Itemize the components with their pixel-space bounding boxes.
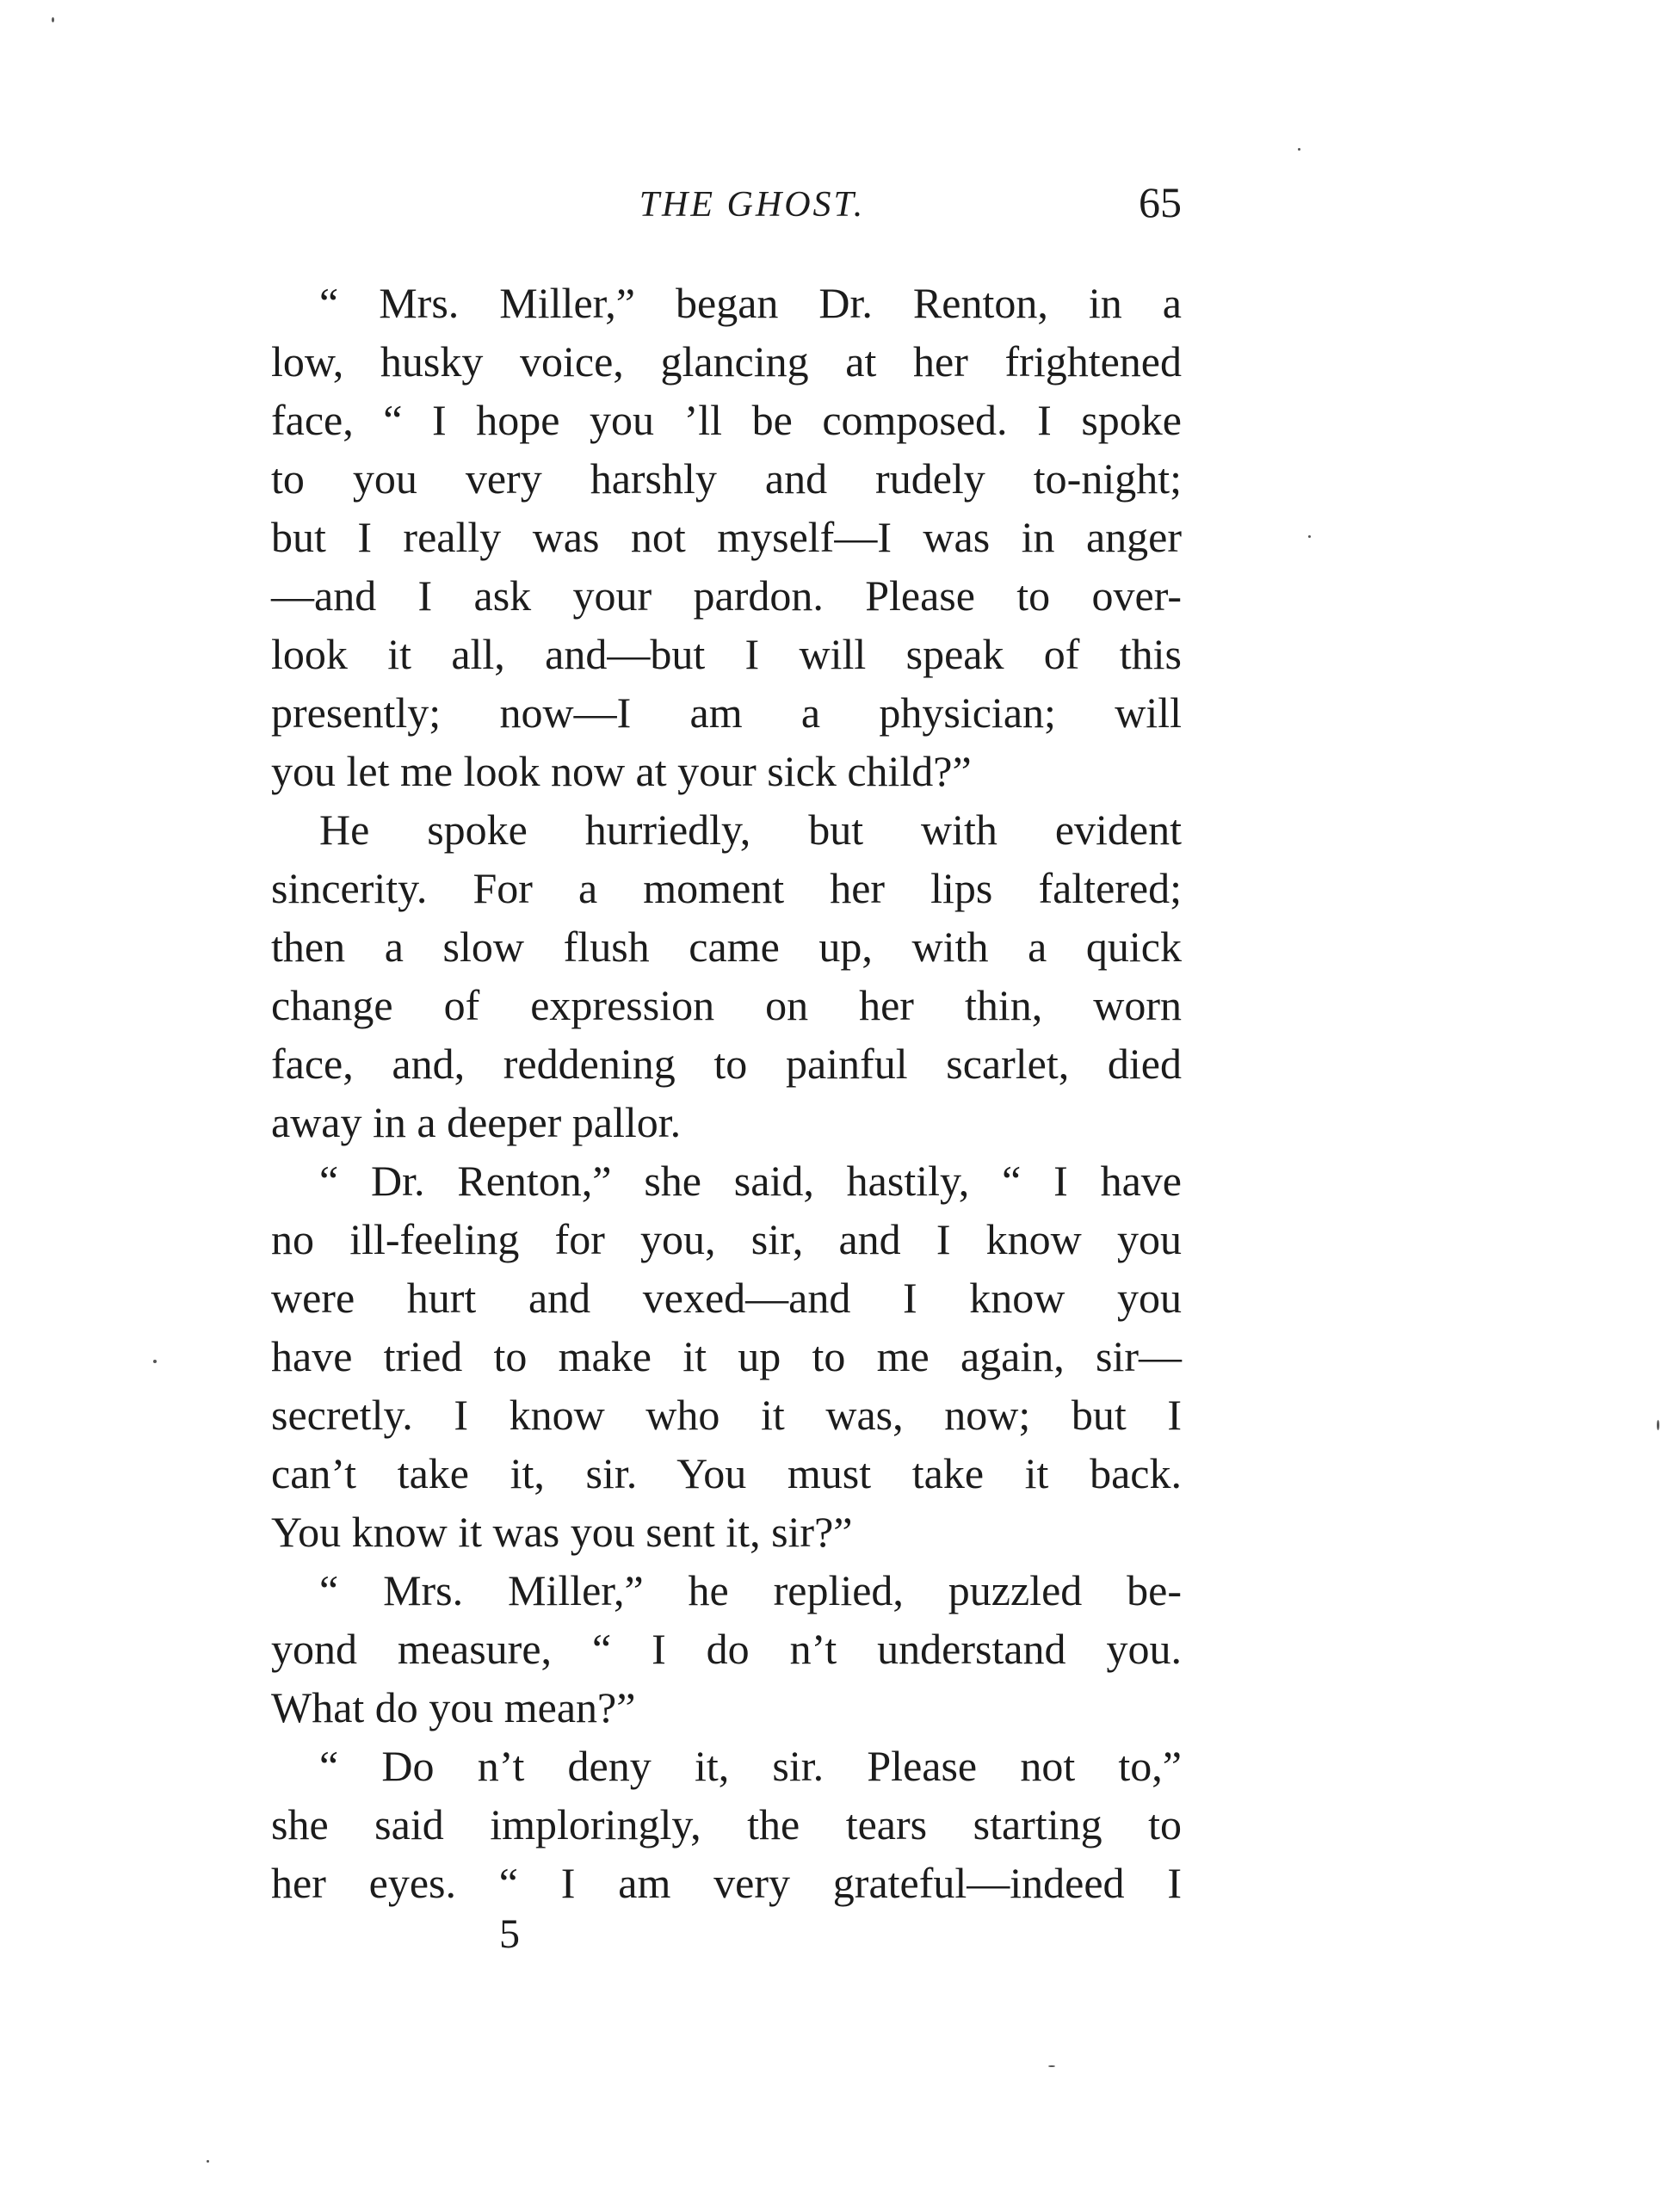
paragraph-4 <box>271 1561 1182 1737</box>
page-number: 65 <box>1139 178 1182 226</box>
text-line: “ Do n’t deny it, sir. Please not to,” <box>319 1742 1182 1790</box>
text-line: but I really was not myself—I was in anger <box>271 513 1182 561</box>
paper-speck <box>1298 148 1300 151</box>
text-line: face, “ I hope you ’ll be composed. I spoke <box>271 396 1182 444</box>
text-line: He spoke hurriedly, but with evident <box>319 805 1182 854</box>
paragraph-3 <box>271 1151 1182 1561</box>
text-line: “ Mrs. Miller,” began Dr. Renton, in a <box>319 279 1182 327</box>
text-line: were hurt and vexed—and I know you <box>271 1274 1182 1322</box>
paper-speck <box>207 2160 209 2163</box>
text-line: to you very harshly and rudely to-night; <box>271 454 1182 503</box>
paper-speck <box>52 17 54 22</box>
signature-mark: 5 <box>499 1911 520 1957</box>
text-line: you let me look now at your sick child?” <box>271 747 972 795</box>
text-line: look it all, and—but I will speak of this <box>271 630 1182 678</box>
text-line: secretly. I know who it was, now; but I <box>271 1391 1182 1439</box>
text-line: sincerity. For a moment her lips faltered; <box>271 864 1182 912</box>
paper-speck <box>153 1360 157 1363</box>
text-line: away in a deeper pallor. <box>271 1098 682 1146</box>
paragraph-1 <box>271 274 1182 800</box>
running-head <box>271 172 1182 241</box>
text-line: face, and, reddening to painful scarlet, died <box>271 1040 1182 1088</box>
paper-speck <box>1308 535 1311 538</box>
text-line: change of expression on her thin, worn <box>271 981 1182 1029</box>
text-line: then a slow flush came up, with a quick <box>271 923 1182 971</box>
paragraph-2 <box>271 800 1182 1151</box>
body-text <box>271 274 1182 1912</box>
running-title: THE GHOST. <box>639 185 866 225</box>
text-line: “ Mrs. Miller,” he replied, puzzled be- <box>319 1566 1182 1614</box>
text-line: low, husky voice, glancing at her frightened <box>271 337 1182 386</box>
text-line: her eyes. “ I am very grateful—indeed I <box>271 1859 1182 1907</box>
text-line: she said imploringly, the tears starting to <box>271 1800 1182 1848</box>
text-line: “ Dr. Renton,” she said, hastily, “ I have <box>319 1157 1182 1205</box>
paper-speck <box>1048 2065 1055 2067</box>
text-line: You know it was you sent it, sir?” <box>271 1508 853 1556</box>
text-line: —and I ask your pardon. Please to over- <box>271 571 1182 620</box>
paragraph-5 <box>271 1737 1182 1912</box>
text-line: yond measure, “ I do n’t understand you. <box>271 1625 1182 1673</box>
text-line: What do you mean?” <box>271 1683 636 1731</box>
text-line: presently; now—I am a physician; will <box>271 688 1182 737</box>
text-line: can’t take it, sir. You must take it back. <box>271 1449 1182 1497</box>
text-line: no ill-feeling for you, sir, and I know you <box>271 1215 1182 1263</box>
text-line: have tried to make it up to me again, sir— <box>271 1332 1182 1380</box>
paper-speck <box>1657 1420 1659 1430</box>
